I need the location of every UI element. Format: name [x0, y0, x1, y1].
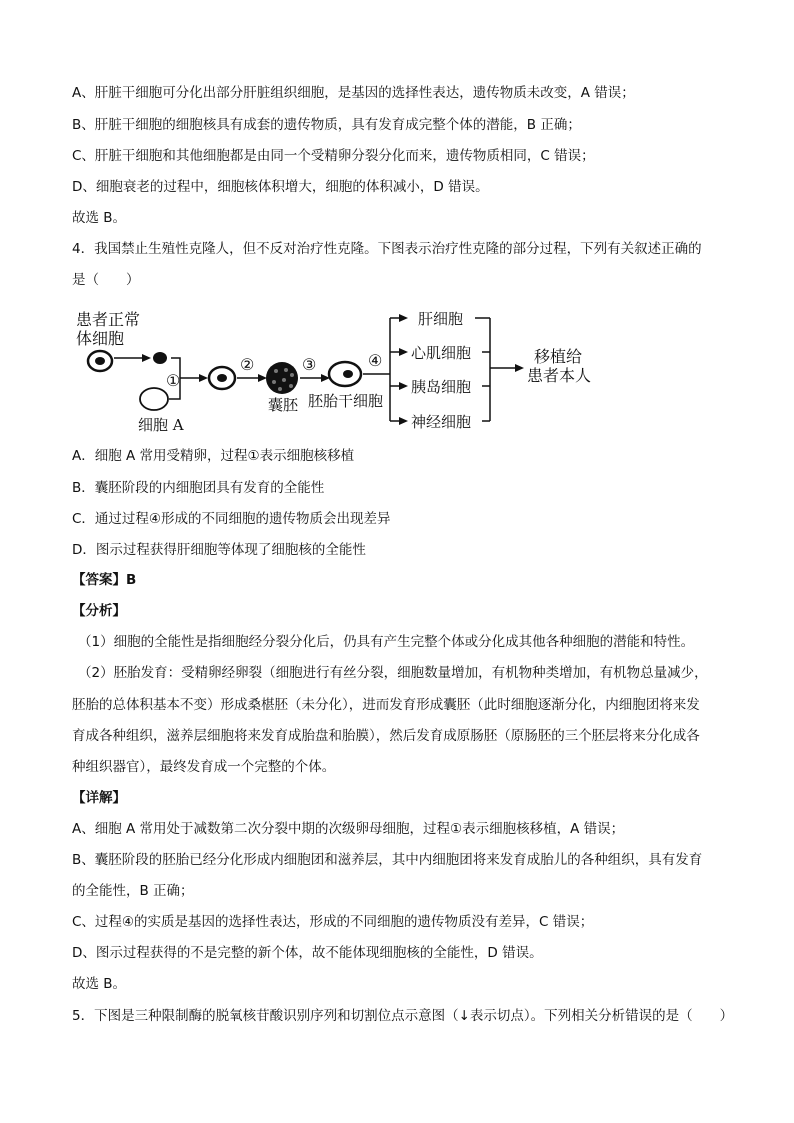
analysis-option-b: B、肝脏干细胞的细胞核具有成套的遗传物质，具有发育成完整个体的潜能，B 正确； — [72, 117, 581, 133]
patient-label-2: 体细胞 — [76, 329, 125, 348]
cloning-process-diagram — [72, 300, 632, 440]
stem-cell-label: 胚胎干细胞 — [308, 392, 384, 410]
answer-heading: 【答案】B — [72, 572, 137, 588]
analysis-point-2-cont-2: 育成各种组织，滋养层细胞将来发育成胎盘和胎膜），然后发育成原肠胚（原肠胚的三个胚层将来分化成各 — [72, 728, 700, 744]
neuron-label: 神经细胞 — [411, 413, 472, 431]
option-d: D．图示过程获得肝细胞等体现了细胞核的全能性 — [72, 542, 366, 558]
detail-option-b: B、囊胚阶段的胚胎已经分化形成内细胞团和滋养层，其中内细胞团将来发育成胎儿的各种组织，具有发育 — [72, 852, 703, 868]
detail-option-a: A、细胞 A 常用处于减数第二次分裂中期的次级卵母细胞，过程①表示细胞核移植，A 错误； — [72, 821, 625, 837]
cell-a — [140, 388, 168, 410]
step-1-label: ① — [166, 371, 181, 390]
analysis-option-d: D、细胞衰老的过程中，细胞核体积增大，细胞的体积减小，D 错误。 — [72, 179, 489, 195]
analysis-heading: 【分析】 — [72, 603, 126, 619]
question-4-stem: 4．我国禁止生殖性克隆人，但不反对治疗性克隆。下图表示治疗性克隆的部分过程，下列有关叙述正确的 — [72, 241, 702, 257]
somatic-cell — [88, 351, 112, 371]
embryonic-stem-cell — [329, 362, 361, 386]
question-4-stem-cont: 是（ ） — [72, 272, 140, 288]
blastocyst — [266, 362, 298, 394]
transplant-label: 移植给 — [534, 347, 583, 366]
option-b: B．囊胚阶段的内细胞团具有发育的全能性 — [72, 480, 325, 496]
analysis-point-2: （2）胚胎发育：受精卵经卵裂（细胞进行有丝分裂，细胞数量增加，有机物种类增加，有机物总量减少， — [78, 665, 708, 681]
option-a: A．细胞 A 常用受精卵，过程①表示细胞核移植 — [72, 448, 355, 464]
analysis-point-1: （1）细胞的全能性是指细胞经分裂分化后，仍具有产生完整个体或分化成其他各种细胞的潜能和特性。 — [78, 634, 695, 650]
answer-conclusion-2: 故选 B。 — [72, 976, 127, 992]
question-5-stem: 5．下图是三种限制酶的脱氧核苷酸识别序列和切割位点示意图（↓表示切点）。下列相关分析错误的是（ ） — [72, 1008, 734, 1024]
analysis-point-2-cont-3: 种组织器官），最终发育成一个完整的个体。 — [72, 759, 336, 775]
detail-option-d: D、图示过程获得的不是完整的新个体，故不能体现细胞核的全能性，D 错误。 — [72, 945, 543, 961]
patient-label: 患者正常 — [76, 310, 141, 329]
answer-conclusion: 故选 B。 — [72, 210, 127, 226]
option-c: C．通过过程④形成的不同细胞的遗传物质会出现差异 — [72, 511, 391, 527]
detail-option-c: C、过程④的实质是基因的选择性表达，形成的不同细胞的遗传物质没有差异，C 错误； — [72, 914, 594, 930]
step-2-label: ② — [240, 355, 255, 374]
analysis-option-a: A、肝脏干细胞可分化出部分肝脏组织细胞，是基因的选择性表达，遗传物质未改变，A 错误； — [72, 85, 635, 101]
blastocyst-label: 囊胚 — [268, 396, 299, 414]
reconstructed-cell — [209, 367, 235, 389]
transplant-label-2: 患者本人 — [527, 366, 592, 385]
step-3-label: ③ — [302, 355, 317, 374]
nucleus — [153, 352, 167, 364]
step-4-label: ④ — [368, 351, 383, 370]
cell-a-label: 细胞 A — [138, 416, 184, 434]
liver-cell-label: 肝细胞 — [418, 310, 464, 328]
analysis-option-c: C、肝脏干细胞和其他细胞都是由同一个受精卵分裂分化而来，遗传物质相同，C 错误； — [72, 148, 595, 164]
detail-heading: 【详解】 — [72, 790, 126, 806]
cardiomyocyte-label: 心肌细胞 — [411, 344, 472, 362]
detail-option-b-cont: 的全能性，B 正确； — [72, 883, 194, 899]
analysis-point-2-cont-1: 胚胎的总体积基本不变）形成桑椹胚（未分化），进而发育形成囊胚（此时细胞逐渐分化，内细胞团将来发 — [72, 697, 700, 713]
islet-cell-label: 胰岛细胞 — [411, 378, 472, 396]
